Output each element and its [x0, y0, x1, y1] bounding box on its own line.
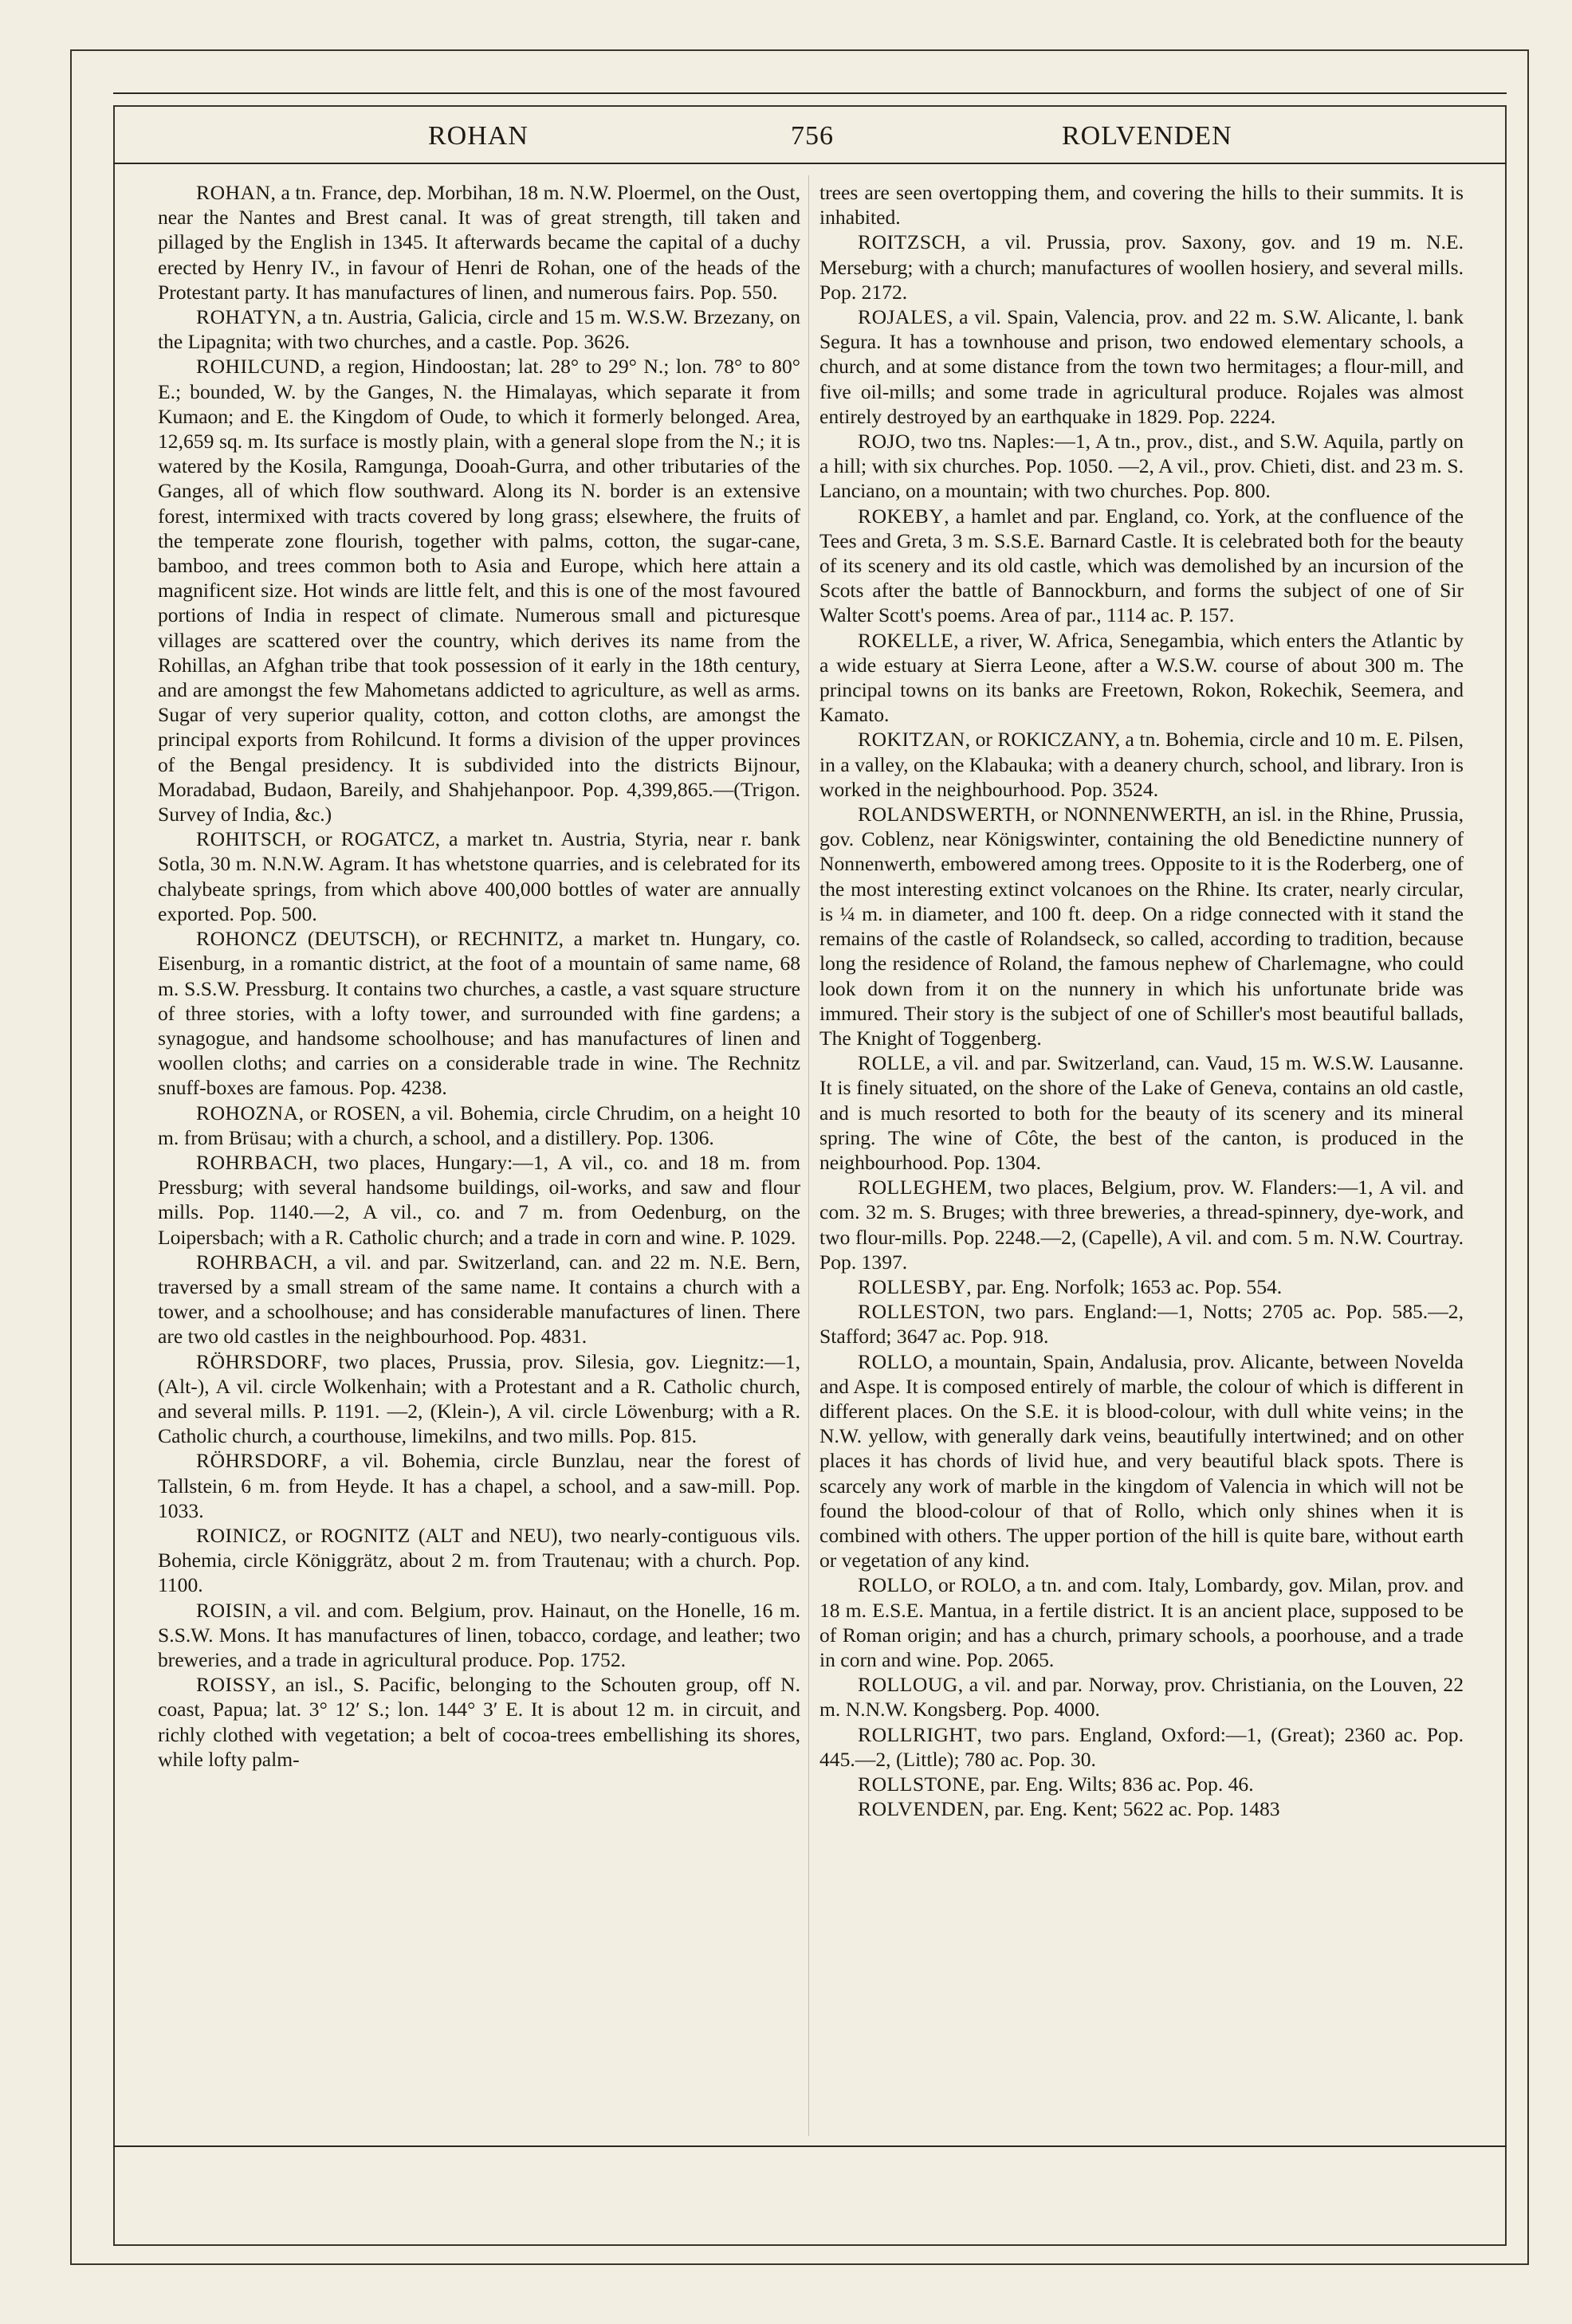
entry-headword: ROHRBACH [196, 1150, 313, 1174]
entry-headword: ROLLEGHEM [858, 1176, 988, 1199]
entry-text: , a vil. Prussia, prov. Saxony, gov. and 19 m. N.E. Merseburg; with a church; manufactures of woollen hosiery, and several mills. Pop. 2172. [819, 230, 1464, 304]
gazetteer-entry [158, 1250, 800, 1349]
entry-text: , a vil. Bohemia, circle Bunzlau, near the forest of Tallstein, 6 m. from Heyde. It has a chapel, a school, and a saw-mill. Pop. 1033. [158, 1449, 800, 1522]
entry-text: , par. Eng. Wilts; 836 ac. Pop. 46. [980, 1772, 1254, 1796]
entry-text: , a mountain, Spain, Andalusia, prov. Alicante, between Novelda and Aspe. It is composed entirely of marble, the colour of which is different in different places. On the S.E. it is blood-colour, with dull white veins; in the N.W. yellow, with generally dark veins, beautifully intertwined; and on other places it has chords of livid hue, and very beautiful black spots. There is scarcely any work of marble in the kingdom of Valencia in which will not be found the blood-colour of that of Rollo, which only shines when it is combined with others. The upper portion of the hill is quite bare, without earth or vegetation of any kind. [819, 1349, 1464, 1572]
entry-headword: ROLLRIGHT [858, 1722, 977, 1746]
entry-text: , or ROSEN, a vil. Bohemia, circle Chrudim, on a height 10 m. from Brüsau; with a church, a school, and a distillery. Pop. 1306. [158, 1101, 800, 1149]
entry-headword: ROLLOUG [858, 1673, 958, 1697]
entry-text: , two places, Prussia, prov. Silesia, gov. Liegnitz:—1, (Alt-), A vil. circle Wolkenhain; with a Protestant and a R. Catholic church, and several mills. P. 1191. —2, (Klein-), A vil. circle Löwenburg; with a R. Catholic church, a courthouse, limekilns, and two mills. Pop. 815. [158, 1349, 800, 1448]
entry-text: , two places, Belgium, prov. W. Flanders:—1, A vil. and com. 32 m. S. Bruges; with three breweries, a thread-spinnery, dye-work, and two flour-mills. Pop. 2248.—2, (Capelle), A vil. and com. 5 m. N.W. Courtray. Pop. 1397. [819, 1176, 1464, 1274]
header-left-word: ROHAN [428, 121, 529, 151]
entry-text: , or ROKICZANY, a tn. Bohemia, circle and 10 m. E. Pilsen, in a valley, on the Klabauka; with a deanery church, school, and library. Iron is worked in the neighbourhood. Pop. 3524. [819, 728, 1464, 801]
gazetteer-entry [158, 354, 800, 826]
gazetteer-entry [819, 1672, 1464, 1721]
entry-text: , a hamlet and par. England, co. York, at the confluence of the Tees and Greta, 3 m. S.S.E. Barnard Castle. It is celebrated both for the beauty of its scenery and its old castle, which was demolished by an incursion of the Scots after the battle of Bannockburn, and forms the subject of one of Sir Walter Scott's poems. Area of par., 1114 ac. P. 157. [819, 504, 1464, 627]
entry-headword: ROLVENDEN [858, 1797, 984, 1821]
page-number: 756 [791, 121, 834, 151]
entry-text: , par. Eng. Kent; 5622 ac. Pop. 1483 [984, 1797, 1280, 1821]
entry-headword: ROHAN [196, 181, 271, 204]
left-column [158, 180, 800, 2133]
gazetteer-entry [819, 180, 1464, 230]
gazetteer-entry [819, 628, 1464, 728]
entry-text: trees are seen overtopping them, and covering the hills to their summits. It is inhabited. [819, 181, 1464, 230]
gazetteer-entry [819, 1299, 1464, 1348]
gazetteer-entry [819, 1349, 1464, 1573]
entry-headword: ROHONCZ [196, 927, 298, 951]
entry-text: , a vil. and com. Belgium, prov. Hainaut, on the Honelle, 16 m. S.S.W. Mons. It has manufactures of linen, tobacco, cordage, and leather; two breweries, and a trade in agricultural produce. Pop. 1752. [158, 1598, 800, 1671]
entry-headword: ROJALES [858, 305, 948, 329]
entry-text: , two pars. England:—1, Notts; 2705 ac. Pop. 585.—2, Stafford; 3647 ac. Pop. 918. [819, 1300, 1464, 1348]
entry-headword: ROHRBACH [196, 1250, 313, 1274]
entry-headword: ROHILCUND [196, 355, 320, 379]
entry-headword: ROLLO [858, 1349, 928, 1373]
entry-text: , an isl., S. Pacific, belonging to the Schouten group, off N. coast, Papua; lat. 3° 12′ S.; lon. 144° 3′ E. It is about 12 m. in circuit, and richly clothed with vegetation; a belt of cocoa-trees embellishing its shores, while lofty palm- [158, 1673, 800, 1771]
entry-text: , two pars. England, Oxford:—1, (Great); 2360 ac. Pop. 445.—2, (Little); 780 ac. Pop. 30. [819, 1722, 1464, 1771]
entry-text: , a vil. and par. Switzerland, can. Vaud, 15 m. W.S.W. Lausanne. It is finely situated, on the shore of the Lake of Geneva, contains an old castle, and is much resorted to both for the beauty of its scenery and its mineral spring. The wine of Côte, the best of the canton, is produced in the neighbourhood. Pop. 1304. [819, 1051, 1464, 1174]
entry-headword: ROKELLE [858, 628, 954, 652]
entry-text: , a tn. France, dep. Morbihan, 18 m. N.W. Ploermel, on the Oust, near the Nantes and Brest canal. It was of great strength, till taken and pillaged by the English in 1345. It afterwards became the capital of a duchy erected by Henry IV., in favour of Henri de Rohan, one of the heads of the Protestant party. It has manufactures of linen, and numerous fairs. Pop. 550. [158, 181, 800, 304]
entry-headword: ROLANDSWERTH [858, 803, 1031, 826]
entry-text: , or ROGATCZ, a market tn. Austria, Styria, near r. bank Sotla, 30 m. N.N.W. Agram. It has whetstone quarries, and is celebrated for its chalybeate springs, from which above 400,000 bottles of water are annually exported. Pop. 500. [158, 827, 800, 925]
entry-headword: ROISSY [196, 1673, 272, 1697]
gazetteer-entry [158, 826, 800, 926]
right-column [819, 180, 1464, 2133]
entry-text: , a vil. Spain, Valencia, prov. and 22 m. S.W. Alicante, l. bank Segura. It has a townhouse and prison, two endowed elementary schools, a church, and at some distance from the town two hermitages; a flour-mill, and five oil-mills; and some trade in agricultural produce. Rojales was almost entirely destroyed by an earthquake in 1829. Pop. 2224. [819, 305, 1464, 428]
gazetteer-entry [819, 1722, 1464, 1772]
entry-text: , two places, Hungary:—1, A vil., co. and 18 m. from Pressburg; with several handsome buildings, oil-works, and saw and flour mills. Pop. 1140.—2, A vil., co. and 7 m. from Oedenburg, on the Loipersbach; with a R. Catholic church; and a trade in corn and wine. P. 1029. [158, 1150, 800, 1249]
gazetteer-entry [819, 1772, 1464, 1796]
gazetteer-entry [158, 1101, 800, 1150]
entry-headword: ROLLESTON [858, 1300, 981, 1324]
gazetteer-entry [158, 1448, 800, 1523]
gazetteer-entry [819, 1572, 1464, 1672]
entry-headword: RÖHRSDORF [196, 1449, 323, 1473]
entry-headword: ROHOZNA [196, 1101, 299, 1125]
entry-headword: RÖHRSDORF [196, 1349, 323, 1373]
entry-text: , two tns. Naples:—1, A tn., prov., dist., and S.W. Aquila, partly on a hill; with six churches. Pop. 1050. —2, A vil., prov. Chieti, dist. and 23 m. S. Lanciano, on a mountain; with two churches. Pop. 800. [819, 430, 1464, 503]
entry-text: (DEUTSCH), or RECHNITZ, a market tn. Hungary, co. Eisenburg, in a romantic district, at the foot of a mountain of same name, 68 m. S.S.W. Pressburg. It contains two churches, a castle, a vast square structure of three stories, with a lofty tower, and surrounded with fine gardens; a synagogue, and handsome schoolhouse; and has manufactures of linen and woollen cloths; and carries on a considerable trade in wine. The Rechnitz snuff-boxes are famous. Pop. 4238. [158, 927, 800, 1100]
gazetteer-entry [819, 429, 1464, 504]
gazetteer-entry [158, 1672, 800, 1772]
entry-headword: ROLLSTONE [858, 1772, 981, 1796]
entry-headword: ROLLO [858, 1573, 928, 1597]
entry-text: , a river, W. Africa, Senegambia, which enters the Atlantic by a wide estuary at Sierra Leone, after a W.S.W. course of about 300 m. The principal towns on its banks are Freetown, Rokon, Rokechik, Seemera, and Kamato. [819, 628, 1464, 727]
entry-text: , a vil. and par. Switzerland, can. and 22 m. N.E. Bern, traversed by a small stream of the same name. It contains a church with a tower, and a schoolhouse; and has considerable manufactures of linen. There are two old castles in the neighbourhood. Pop. 4831. [158, 1250, 800, 1348]
gazetteer-entry [819, 304, 1464, 429]
gazetteer-entry [819, 727, 1464, 802]
entry-headword: ROLLESBY [858, 1274, 967, 1298]
header-right-word: ROLVENDEN [1062, 121, 1232, 151]
entry-text: , or ROLO, a tn. and com. Italy, Lombardy, gov. Milan, prov. and 18 m. E.S.E. Mantua, in a fertile district. It is an ancient place, supposed to be of Roman origin; and has a church, primary schools, a poorhouse, and a trade in corn and wine. Pop. 2065. [819, 1573, 1464, 1671]
running-header [113, 121, 1507, 156]
header-rule [113, 163, 1507, 164]
gazetteer-entry [819, 230, 1464, 304]
entry-headword: ROJO [858, 430, 910, 453]
column-gutter [808, 175, 809, 2136]
entry-text: , par. Eng. Norfolk; 1653 ac. Pop. 554. [966, 1274, 1283, 1298]
entry-headword: ROHITSCH [196, 827, 301, 851]
entry-headword: ROKEBY [858, 504, 945, 528]
entry-headword: ROINICZ [196, 1523, 282, 1547]
gazetteer-entry [819, 1796, 1464, 1821]
entry-headword: ROKITZAN [858, 728, 965, 752]
entry-headword: ROHATYN [196, 305, 297, 329]
gazetteer-entry [158, 1523, 800, 1598]
gazetteer-entry [158, 1598, 800, 1673]
gazetteer-entry [158, 180, 800, 304]
top-rule [113, 92, 1507, 94]
gazetteer-entry [158, 304, 800, 354]
gazetteer-entry [819, 1274, 1464, 1299]
gazetteer-entry [158, 1349, 800, 1449]
gazetteer-entry [819, 1050, 1464, 1175]
entry-text: , or ROGNITZ (ALT and NEU), two nearly-contiguous vils. Bohemia, circle Königgrätz, about 2 m. from Trautenau; with a church. Pop. 1100. [158, 1523, 800, 1597]
bottom-rule [113, 2145, 1507, 2147]
gazetteer-entry [158, 926, 800, 1100]
entry-headword: ROLLE [858, 1051, 926, 1075]
entry-text: , or NONNENWERTH, an isl. in the Rhine, Prussia, gov. Coblenz, near Königswinter, containing the old Benedictine nunnery of Nonnenwerth, embowered among trees. Opposite to it is the Roderberg, one of the most interesting extinct volcanoes on the Rhine. Its crater, nearly circular, is ¼ m. in diameter, and 100 ft. deep. On a ridge connected with it stand the remains of the castle of Rolandseck, so called, according to tradition, because long the residence of Roland, the famous nephew of Charlemagne, who could look down from it on the nunnery in which his unfortunate bride was immured. Their story is the subject of one of Schiller's most beautiful ballads, The Knight of Toggenberg. [819, 803, 1464, 1050]
gazetteer-entry [819, 504, 1464, 628]
gazetteer-entry [819, 802, 1464, 1050]
entry-text: , a region, Hindoostan; lat. 28° to 29° N.; lon. 78° to 80° E.; bounded, W. by the Ganges, N. the Himalayas, which separate it from Kumaon; and E. the Kingdom of Oude, to which it formerly belonged. Area, 12,659 sq. m. Its surface is mostly plain, with a general slope from the N.; it is watered by the Kosila, Ramgunga, Dooah-Gurra, and other tributaries of the Ganges, all of which flow southward. Along its N. border is an extensive forest, intermixed with tracts covered by long grass; elsewhere, the fruits of the temperate zone flourish, together with palms, cotton, the sugar-cane, bamboo, and trees common both to Asia and Europe, which here attain a magnificent size. Hot winds are little felt, and this is one of the most favoured portions of India in respect of climate. Numerous small and picturesque villages are scattered over the country, which derives its name from the Rohillas, an Afghan tribe that took possession of it early in the 18th century, and are amongst the few Mahometans addicted to agriculture, as well as arms. Sugar of very superior quality, cotton, and cotton cloths, are amongst the principal exports from Rohilcund. It forms a division of the upper provinces of the Bengal presidency. It is subdivided into the districts Bijnour, Moradabad, Budaon, Bareily, and Shahjehanpoor. Pop. 4,399,865.—(Trigon. Survey of India, &c.) [158, 355, 800, 826]
entry-headword: ROISIN [196, 1598, 267, 1622]
gazetteer-entry [158, 1150, 800, 1250]
entry-headword: ROITZSCH [858, 230, 961, 254]
entry-text: , a tn. Austria, Galicia, circle and 15 m. W.S.W. Brzezany, on the Lipagnita; with two churches, and a castle. Pop. 3626. [158, 305, 800, 354]
gazetteer-entry [819, 1175, 1464, 1274]
entry-text: , a vil. and par. Norway, prov. Christiania, on the Louven, 22 m. N.N.W. Kongsberg. Pop. 4000. [819, 1673, 1464, 1721]
